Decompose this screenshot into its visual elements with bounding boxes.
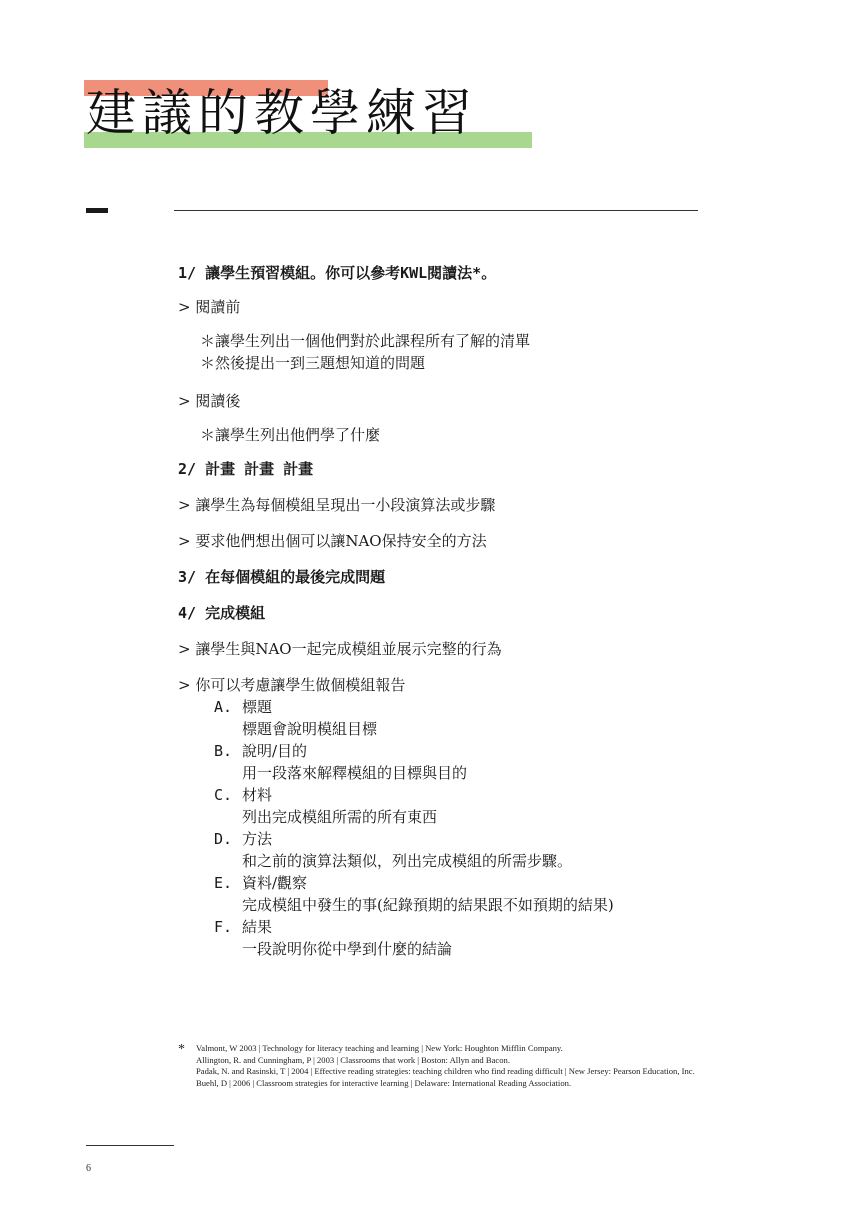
report-list-item xyxy=(214,740,798,784)
footnote xyxy=(178,1043,818,1089)
section-heading-2: 2/ 計畫 計畫 計畫 xyxy=(178,460,314,478)
report-item-desc: 完成模組中發生的事(紀錄預期的結果跟不如預期的結果) xyxy=(242,896,614,914)
section-heading-3: 3/ 在每個模組的最後完成問題 xyxy=(178,568,386,586)
report-item-desc: 列出完成模組所需的所有東西 xyxy=(242,808,438,826)
header-divider xyxy=(174,210,698,211)
item-before-reading: > 閱讀前 xyxy=(178,298,241,316)
report-item-desc: 標題會說明模組目標 xyxy=(242,720,378,738)
report-list-item xyxy=(214,784,798,828)
report-item-title: 方法 xyxy=(242,830,273,848)
list-letter: B. xyxy=(214,742,233,760)
list-item: > 你可以考慮讓學生做個模組報告 xyxy=(178,676,406,694)
footnote-references xyxy=(196,1043,695,1089)
section-heading-1: 1/ 讓學生預習模組。你可以參考KWL閱讀法*。 xyxy=(178,264,497,282)
list-letter: A. xyxy=(214,698,233,716)
reference-line: Allington, R. and Cunningham, P | 2003 | Classrooms that work | Boston: Allyn and Bacon. xyxy=(196,1054,510,1065)
report-item-title: 結果 xyxy=(242,918,273,936)
sub-item: ＊讓學生列出他們學了什麼 xyxy=(200,426,381,444)
reference-line: Valmont, W 2003 | Technology for literacy teaching and learning | New York: Houghton Mifflin Company. xyxy=(196,1043,563,1053)
report-list-item xyxy=(214,828,798,872)
list-item: > 讓學生為每個模組呈現出一小段演算法或步驟 xyxy=(178,496,496,514)
list-letter: D. xyxy=(214,830,233,848)
page-number: 6 xyxy=(86,1163,91,1174)
report-list-item xyxy=(214,916,798,960)
list-item: > 讓學生與NAO一起完成模組並展示完整的行為 xyxy=(178,640,502,658)
list-letter: F. xyxy=(214,918,233,936)
report-item-desc: 和之前的演算法類似，列出完成模組的所需步驟。 xyxy=(242,852,573,870)
section-heading-4: 4/ 完成模組 xyxy=(178,604,266,622)
report-item-title: 標題 xyxy=(242,698,273,716)
list-letter: C. xyxy=(214,786,233,804)
sub-item: ＊讓學生列出一個他們對於此課程所有了解的清單 xyxy=(200,332,531,350)
section-marker-dash xyxy=(86,208,108,213)
report-item-desc: 一段說明你從中學到什麼的結論 xyxy=(242,940,453,958)
sub-item: ＊然後提出一到三題想知道的問題 xyxy=(200,354,426,372)
reference-line: Padak, N. and Rasinski, T | 2004 | Effective reading strategies: teaching children who find reading difficult | New Jersey: Pearson Education, Inc. xyxy=(196,1066,695,1076)
page-title: 建議的教學練習 xyxy=(86,84,478,142)
reference-line: Buehl, D | 2006 | Classroom strategies for interactive learning | Delaware: International Reading Association. xyxy=(196,1077,572,1088)
footnote-marker: * xyxy=(178,1042,185,1057)
item-after-reading: > 閱讀後 xyxy=(178,392,241,410)
list-letter: E. xyxy=(214,874,233,892)
list-item: > 要求他們想出個可以讓NAO保持安全的方法 xyxy=(178,532,487,550)
report-item-title: 說明/目的 xyxy=(242,742,308,760)
report-list-item xyxy=(214,696,798,740)
report-list xyxy=(178,696,798,960)
report-item-desc: 用一段落來解釋模組的目標與目的 xyxy=(242,764,468,782)
report-list-item xyxy=(214,872,798,916)
report-item-title: 資料/觀察 xyxy=(242,874,308,892)
report-item-title: 材料 xyxy=(242,786,273,804)
main-content xyxy=(178,262,798,960)
footer-divider xyxy=(86,1145,174,1146)
